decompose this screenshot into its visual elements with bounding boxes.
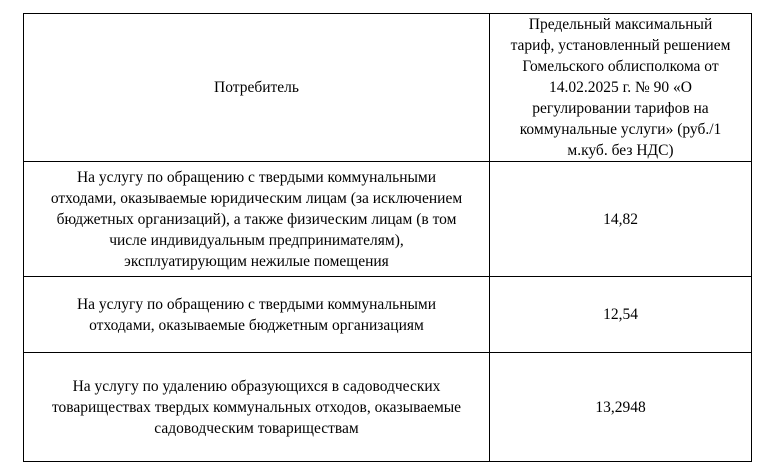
table-row [24,162,752,277]
consumer-cell: На услугу по обращению с твердыми коммунальными отходами, оказываемые юридическим лицам (за исключением бюджетных организаций), а также физическим лицам (в том числе индивидуальным предпринимателям), эксплуатирующим нежилые помещения [24,162,490,277]
tariff-cell: 14,82 [490,162,752,277]
consumer-cell: На услугу по обращению с твердыми коммунальными отходами, оказываемые бюджетным организациям [24,277,490,353]
table-row [24,353,752,462]
header-tariff: Предельный максимальный тариф, установленный решением Гомельского облисполкома от 14.02.2025 г. № 90 «О регулировании тарифов на коммунальные услуги» (руб./1 м.куб. без НДС) [490,14,752,162]
tariff-table [23,13,752,462]
tariff-cell: 13,2948 [490,353,752,462]
tariff-cell: 12,54 [490,277,752,353]
table-header-row [24,14,752,162]
table-row [24,277,752,353]
header-consumer: Потребитель [24,14,490,162]
consumer-cell: На услугу по удалению образующихся в садоводческих товариществах твердых коммунальных отходов, оказываемые садоводческим товариществам [24,353,490,462]
